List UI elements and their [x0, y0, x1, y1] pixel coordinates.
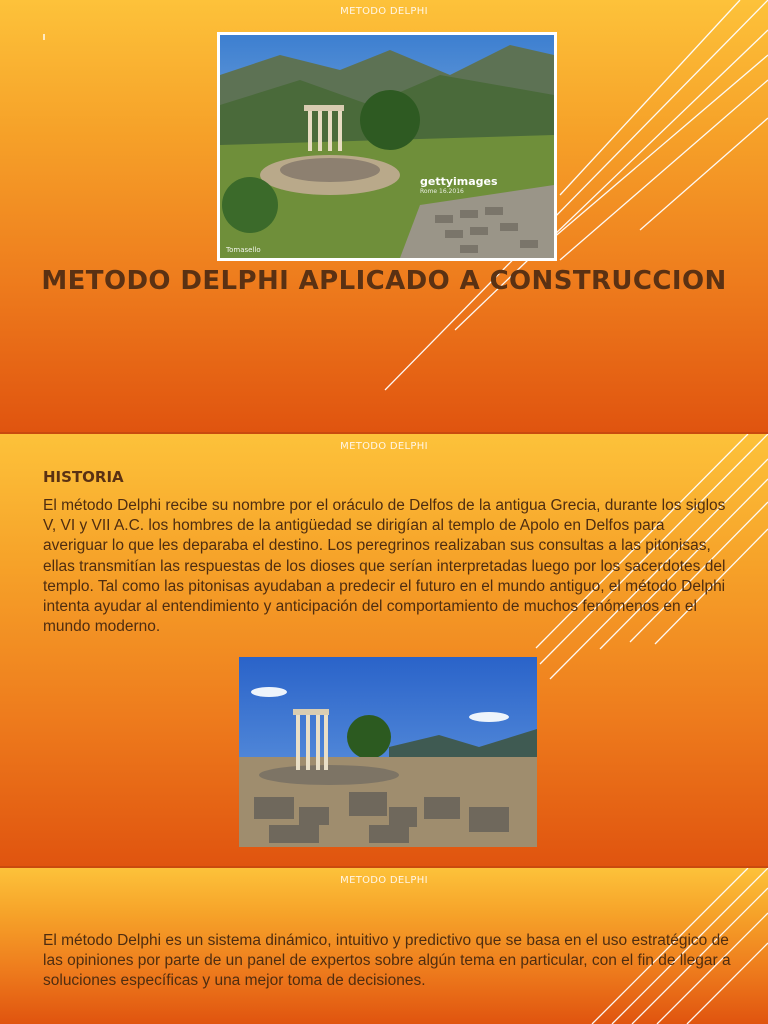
- slide-historia: [0, 434, 768, 866]
- tick-mark: [43, 34, 45, 40]
- slide-title-text: METODO DELPHI APLICADO A CONSTRUCCION: [41, 266, 727, 296]
- photo-credit: Tomasello: [226, 246, 261, 254]
- delphi-tholos-photo: [217, 32, 557, 261]
- landscape-illustration: [220, 35, 554, 258]
- slide-title: [0, 0, 768, 432]
- slide-header: METODO DELPHI: [340, 441, 428, 452]
- slide-definicion: [0, 868, 768, 1024]
- section-heading: HISTORIA: [43, 468, 124, 486]
- slide-header: METODO DELPHI: [340, 6, 428, 17]
- body-paragraph: El método Delphi recibe su nombre por el oráculo de Delfos de la antigua Grecia, durante los siglos V, VI y VII A.C. los hombres de la antigüedad se dirigían al templo de Apolo en Delfos para averiguar lo que les deparaba el destino. Los peregrinos realizaban sus consultas a las pitonisas, ellas transmitían las respuestas de los dioses que serían interpretadas luego por los sacerdotes del templo. Tal como las pitonisas ayudaban a predecir el futuro en el mundo antiguo, el método Delphi intenta ayudar al entendimiento y anticipación del comportamiento de muchos fenómenos en el mundo moderno.: [43, 497, 726, 636]
- ruins-illustration: [239, 657, 537, 847]
- watermark: gettyimages Rome 16.2016: [420, 175, 498, 195]
- body-paragraph: El método Delphi es un sistema dinámico, intuitivo y predictivo que se basa en el uso estratégico de las opiniones por parte de un panel de expertos sobre algún tema en particular, con el fin de llegar a soluciones específicas y una mejor toma de decisiones.: [43, 932, 731, 990]
- delphi-ruins-photo: [239, 657, 537, 847]
- slide-header: METODO DELPHI: [340, 875, 428, 886]
